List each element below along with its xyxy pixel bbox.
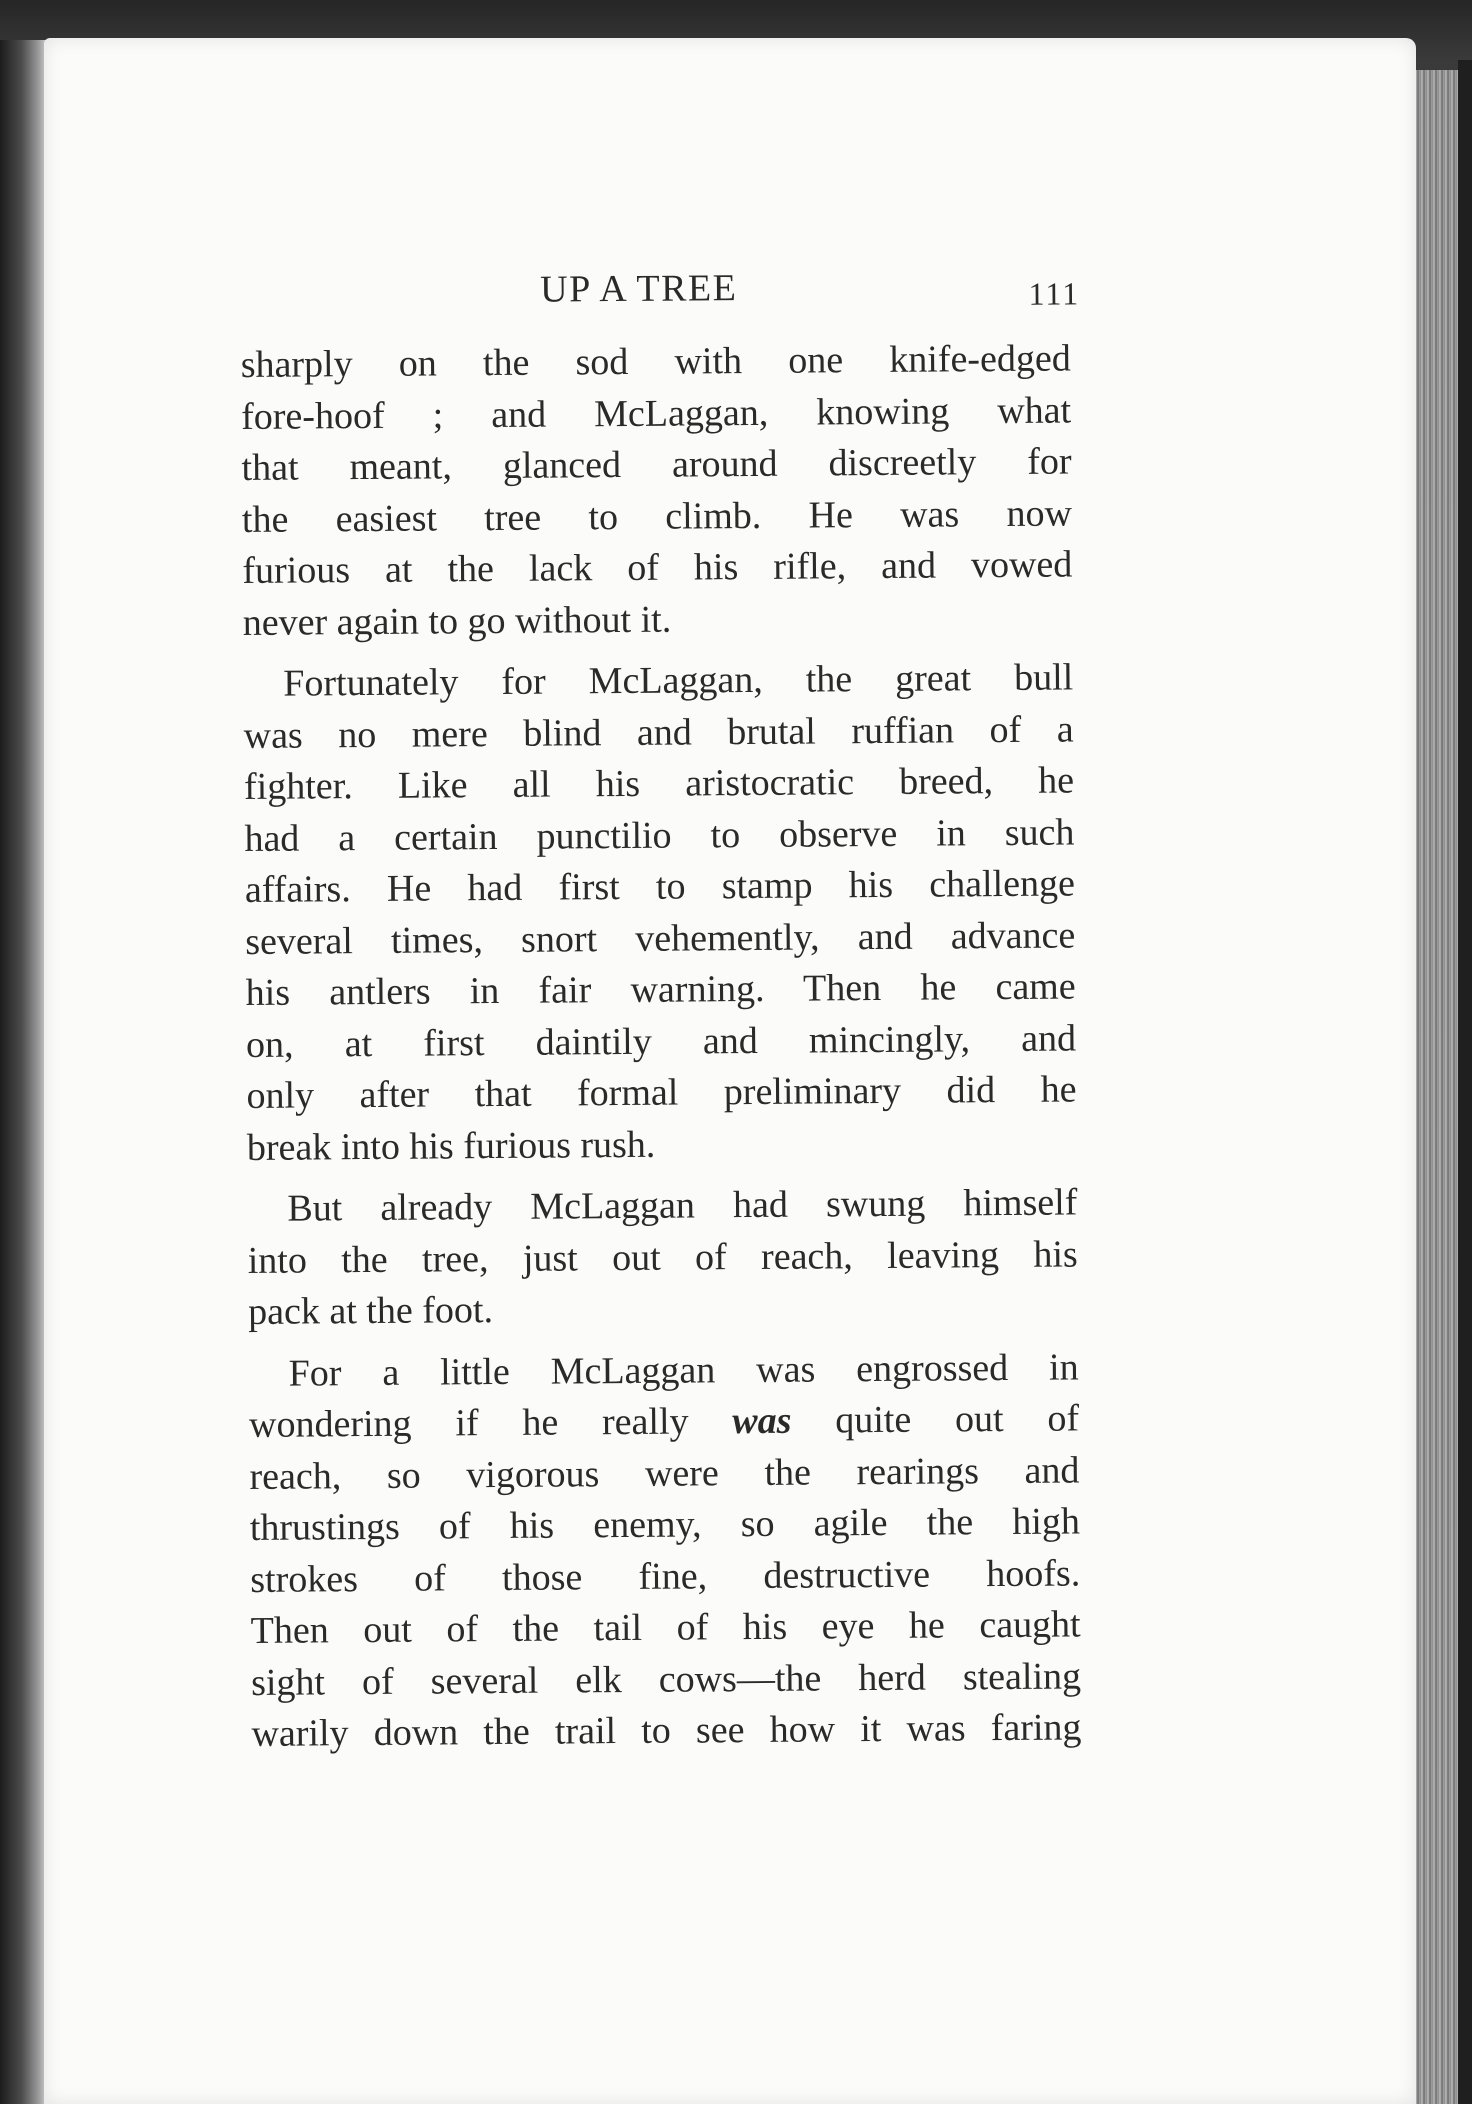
paragraph-1 bbox=[241, 333, 1073, 649]
text-line-with-italic bbox=[249, 1393, 1079, 1451]
page-number: 111 bbox=[1028, 275, 1081, 312]
text-line: reach, so vigorous were the rearings and bbox=[249, 1448, 1080, 1498]
text-line: fighter. Like all his aristocratic breed, he bbox=[243, 759, 1075, 808]
italic-emphasis: was bbox=[732, 1399, 792, 1443]
text-line: several times, snort vehemently, and advance bbox=[245, 913, 1076, 963]
text-line: his antlers in fair warning. Then he came bbox=[245, 965, 1076, 1014]
text-line: affairs. He had first to stamp his challenge bbox=[244, 862, 1076, 911]
text-fragment: wondering if he really bbox=[248, 1400, 689, 1446]
text-line: was no mere blind and brutal ruffian of a bbox=[243, 707, 1074, 757]
text-line: break into his furious rush. bbox=[246, 1123, 656, 1169]
text-line: Fortunately for McLaggan, the great bull bbox=[283, 656, 1074, 705]
text-line: But already McLaggan had swung himself bbox=[287, 1181, 1078, 1230]
text-line: sight of several elk cows—the herd stealing bbox=[250, 1654, 1082, 1704]
text-line: that meant, glanced around discreetly for bbox=[241, 440, 1072, 489]
text-line: only after that formal preliminary did he bbox=[246, 1068, 1077, 1117]
page-text bbox=[240, 263, 1082, 1760]
text-line: sharply on the sod with one knife-edged bbox=[240, 337, 1071, 386]
book-cover-edge bbox=[1458, 60, 1472, 2104]
text-line: strokes of those fine, destructive hoofs. bbox=[250, 1551, 1081, 1601]
paragraph-4 bbox=[248, 1342, 1081, 1761]
book-spine-shadow bbox=[0, 40, 48, 2104]
text-line: had a certain punctilio to observe in such bbox=[244, 810, 1075, 860]
text-line: For a little McLaggan was engrossed in bbox=[288, 1345, 1079, 1395]
text-line: pack at the foot. bbox=[248, 1289, 494, 1333]
paragraph-3 bbox=[247, 1177, 1078, 1338]
running-head-title: UP A TREE bbox=[539, 267, 738, 311]
text-line: furious at the lack of his rifle, and vowed bbox=[242, 543, 1073, 592]
text-line: never again to go without it. bbox=[242, 598, 672, 644]
text-line: the easiest tree to climb. He was now bbox=[241, 491, 1073, 541]
text-line: warily down the trail to see how it was faring bbox=[251, 1706, 1082, 1755]
text-line: fore-hoof ; and McLaggan, knowing what bbox=[240, 388, 1072, 438]
text-line: Then out of the tail of his eye he caught bbox=[250, 1603, 1081, 1652]
paragraph-2 bbox=[243, 652, 1077, 1174]
text-line: on, at first daintily and mincingly, and bbox=[245, 1016, 1077, 1066]
text-fragment: quite out of bbox=[835, 1397, 1080, 1442]
text-line: into the tree, just out of reach, leaving his bbox=[247, 1232, 1078, 1282]
text-line: thrustings of his enemy, so agile the high bbox=[249, 1500, 1081, 1549]
running-head bbox=[240, 263, 1081, 326]
